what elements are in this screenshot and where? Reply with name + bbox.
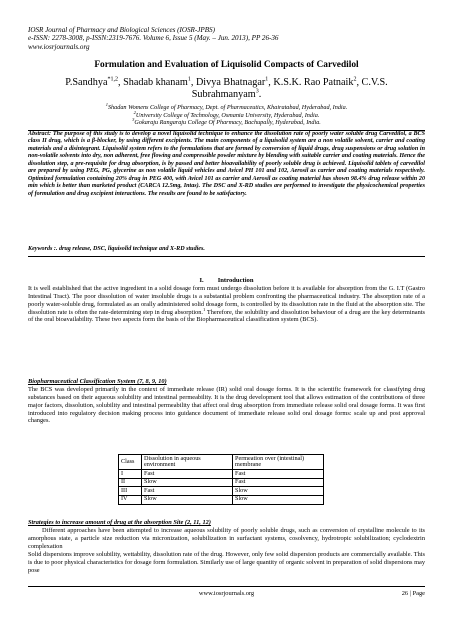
table-cell: III (119, 487, 142, 496)
table-cell: Slow (142, 478, 233, 487)
abstract-text: The purpose of this study is to develop a novel liquisolid technique to enhance the dissolution rate of poorly water soluble drug Carvedilol, a BCS class II drug, which is a β-blocker, by using different excipients. The main components of a liquisolid system are a non volatile solvent, carrier and coating materials and a disintegrant. Liquisolid system refers to the formulations that are formed by conversion of liquid drugs, drug suspensions or drug solution in non-volatile solvents into dry, non adherent, free flowing and compressible powder mixture by blending with suitable carrier and coating materials. Hence the dissolution step, a pre-requisite for drug absorption, is by passed and better bioavailability of poorly soluble drug is achieved. Liquisolid tablets of carvedilol are prepared by using PEG, PG, glycerine as non volatile liquid vehicles and Avicel PH 101 and 102, Aerosil as carrier and coating materials respectively. Optimized formulation containing 20% drug in PEG 400, with Avicel 101 as carrier and Aerosil as coating material has shown 98.4% drug release within 20 min which is better than marketed product (CARCA 12.5mg, Intas). The DSC and X-RD studies are performed to investigate the physicochemical properties of formulation and drug excipient interactions. The results are found to be satisfactory. (28, 131, 425, 197)
affiliation-marker: 3 (132, 117, 135, 123)
author-affil-marker: 3 (255, 88, 259, 95)
affiliation-text: University College of Technology, Osmania University, Hyderabad, India. (135, 111, 320, 119)
table-header-cell: Class (119, 455, 142, 470)
table-row (119, 487, 324, 496)
author-name: , C.V.S. (356, 77, 388, 88)
table-cell: II (119, 478, 142, 487)
affiliation-marker: 2 (133, 109, 136, 115)
table-row (119, 470, 324, 479)
strategies-paragraph-1: Different approaches have been attempted to increase aqueous solubility of poorly soluble drugs, such as conversion of crystalline molecule to its amorphous state, a particle size reduction via micronization, solubilization in surfactant systems, cosolvency, hydrotropic solubilization; cyclodextrin complexation (28, 527, 425, 550)
table-cell: Fast (233, 470, 324, 479)
affiliation-marker: 1 (105, 101, 108, 107)
introduction-paragraph (28, 285, 425, 324)
table-cell: IV (119, 495, 142, 504)
author-name: , Divya Bhatnagar (190, 77, 266, 88)
table-cell: Slow (233, 495, 324, 504)
strategies-heading: Strategies to increase amount of drug at the absorption Site (2, 11, 12) (28, 519, 211, 526)
citation-marker: 1 (203, 306, 206, 312)
author-name: , Shadab khanam (117, 77, 188, 88)
affiliation-text: Shadan Womens College of Pharmacy, Dept. of Pharmaceutics, Khairatabad, Hyderabad, India. (107, 104, 348, 111)
journal-name: IOSR Journal of Pharmacy and Biological Sciences (IOSR-JPBS) (28, 26, 215, 34)
strategies-paragraph-2: Solid dispersions improve solubility, wettability, dissolution rate of the drug. However, only few solid dispersion products are commercially available. This is due to poor physical characteristics for dosage form formulation. Similarly use of large quantity of organic solvent in preparation of solid dispersions may pose (28, 551, 425, 574)
table-cell: Fast (233, 478, 324, 487)
author-affil-marker: 1 (187, 76, 191, 83)
table-cell: I (119, 470, 142, 479)
table-cell: Fast (142, 487, 233, 496)
keywords (28, 246, 425, 252)
introduction-text-end: Therefore, the solubility and dissolution behaviour of a drug are the key determinants of the oral bioavailability. These two aspects form the basis of the Biopharmaceutical classification system (BCS). (28, 308, 425, 324)
bcs-table (118, 454, 324, 505)
author-name: P.Sandhya (65, 77, 108, 88)
affiliation-text: Gokaraju Rangaraju College Of Pharmacy, Bachupally, Hyderabad, India. (134, 119, 321, 127)
abstract-label: Abstract: (28, 131, 52, 137)
table-cell: Slow (233, 487, 324, 496)
author-name: Subrahmanyam (191, 89, 256, 100)
author-affil-marker: 2 (353, 76, 357, 83)
author-list-end: . (258, 89, 262, 100)
keywords-text: :. drug release, DSC, liquisolid technique and X-RD studies. (52, 246, 205, 252)
author-list (40, 77, 413, 101)
section-heading-introduction (0, 277, 453, 284)
footer-website: www.iosrjournals.org (198, 590, 255, 597)
journal-issn: e-ISSN: 2278-3008, p-ISSN:2319-7676. Volume 6, Issue 5 (May. – Jun. 2013), PP 26-36 (28, 34, 279, 43)
table-row (119, 495, 324, 504)
author-affil-marker: 1 (265, 76, 269, 83)
section-title: Introduction (217, 277, 254, 284)
page-number: 26 | Page (401, 590, 425, 597)
section-number: I. (199, 277, 204, 284)
footer-divider (28, 586, 425, 587)
bcs-paragraph: The BCS was developed primarily in the context of immediate release (IR) solid oral dosage forms. It is the scientific framework for classifying drug substances based on their aqueous solubility and intestinal permeability. It is the drug development tool that allows estimation of the contributions of three major factors, dissolution, solubility and intestinal permeability that affect oral drug absorption from immediate release solid oral dosage forms. It was first introduced into regulatory decision making process into guidance document of immediate release solid oral dosage forms: scale up and post approval changes. (28, 386, 425, 425)
bcs-heading: Biopharmaceutical Classification System (7, 8, 9, 10) (28, 378, 167, 385)
table-cell: Slow (142, 495, 233, 504)
journal-website: www.iosrjournals.org (28, 42, 90, 51)
keywords-label: Keywords (28, 246, 53, 252)
abstract (28, 131, 425, 198)
author-affil-marker: *1,2 (107, 76, 118, 83)
table-header-cell: Dissolution in aqueous environment (142, 455, 233, 470)
introduction-text: It is well established that the active ingredient in a solid dosage form must undergo dissolution before it is available for absorption from the G. I.T (Gastro Intestinal Tract). The poor dissolution of water insoluble drugs is a substantial problem confronting the pharmaceutical industry. The absorption rate of a poorly water-soluble drug, formulated as an orally administered solid dosage form, is controlled by its dissolution rate in the fluid at the absorption site. The dissolution rate is often the rate-determining step in drug absorption. (28, 285, 425, 316)
table-row (119, 478, 324, 487)
table-cell: Fast (142, 470, 233, 479)
table-header-cell: Permeation over (intestinal) membrane (233, 455, 324, 470)
author-name: , K.S.K. Rao Patnaik (268, 77, 354, 88)
table-header-row (119, 455, 324, 470)
affiliations (30, 101, 423, 127)
affiliation-item (30, 101, 423, 112)
affiliation-item (30, 119, 423, 127)
paper-title: Formulation and Evaluation of Liquisolid Compacts of Carvedilol (94, 60, 359, 70)
journal-header (28, 26, 278, 51)
